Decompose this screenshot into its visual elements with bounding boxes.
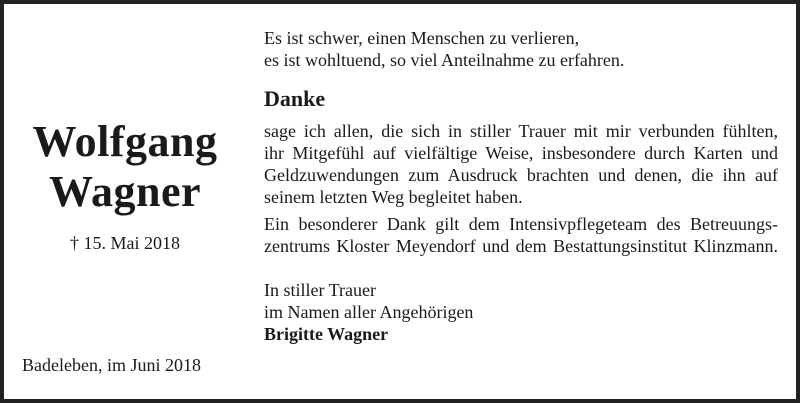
paragraph-line: ihr Mitgefühl auf vielfältige Weise, insbesondere durch Karten und bbox=[264, 143, 778, 163]
intro-text bbox=[264, 27, 778, 71]
intro-line: es ist wohltuend, so viel Anteilnahme zu erfahren. bbox=[264, 50, 625, 70]
signature-block bbox=[264, 279, 778, 345]
thanks-paragraph bbox=[264, 120, 778, 208]
paragraph-line: sage ich allen, die sich in stiller Trauer mit mir verbunden fühlten, bbox=[264, 121, 778, 141]
thanks-heading: Danke bbox=[264, 86, 326, 111]
deceased-last-name: Wagner bbox=[48, 167, 202, 216]
paragraph-line: Ein besonderer Dank gilt dem Intensivpflegeteam des Betreuungs- bbox=[264, 214, 778, 234]
paragraph-line: Geldzuwendungen zum Ausdruck brachten und denen, die ihn auf bbox=[264, 165, 778, 185]
paragraph-line: seinem letzten Weg begleitet haben. bbox=[264, 187, 523, 207]
signature-line: In stiller Trauer bbox=[264, 280, 376, 300]
signature-line: im Namen aller Angehörigen bbox=[264, 302, 474, 322]
paragraph-line: zentrums Kloster Meyendorf und dem Bestattungsinstitut Klinzmann. bbox=[264, 236, 778, 256]
special-thanks-paragraph bbox=[264, 213, 778, 257]
place-and-date: Badeleben, im Juni 2018 bbox=[22, 355, 201, 375]
signature-name: Brigitte Wagner bbox=[264, 324, 389, 344]
intro-line: Es ist schwer, einen Menschen zu verlieren, bbox=[264, 28, 580, 48]
deceased-first-name: Wolfgang bbox=[32, 117, 218, 166]
death-date: † 15. Mai 2018 bbox=[70, 233, 180, 253]
